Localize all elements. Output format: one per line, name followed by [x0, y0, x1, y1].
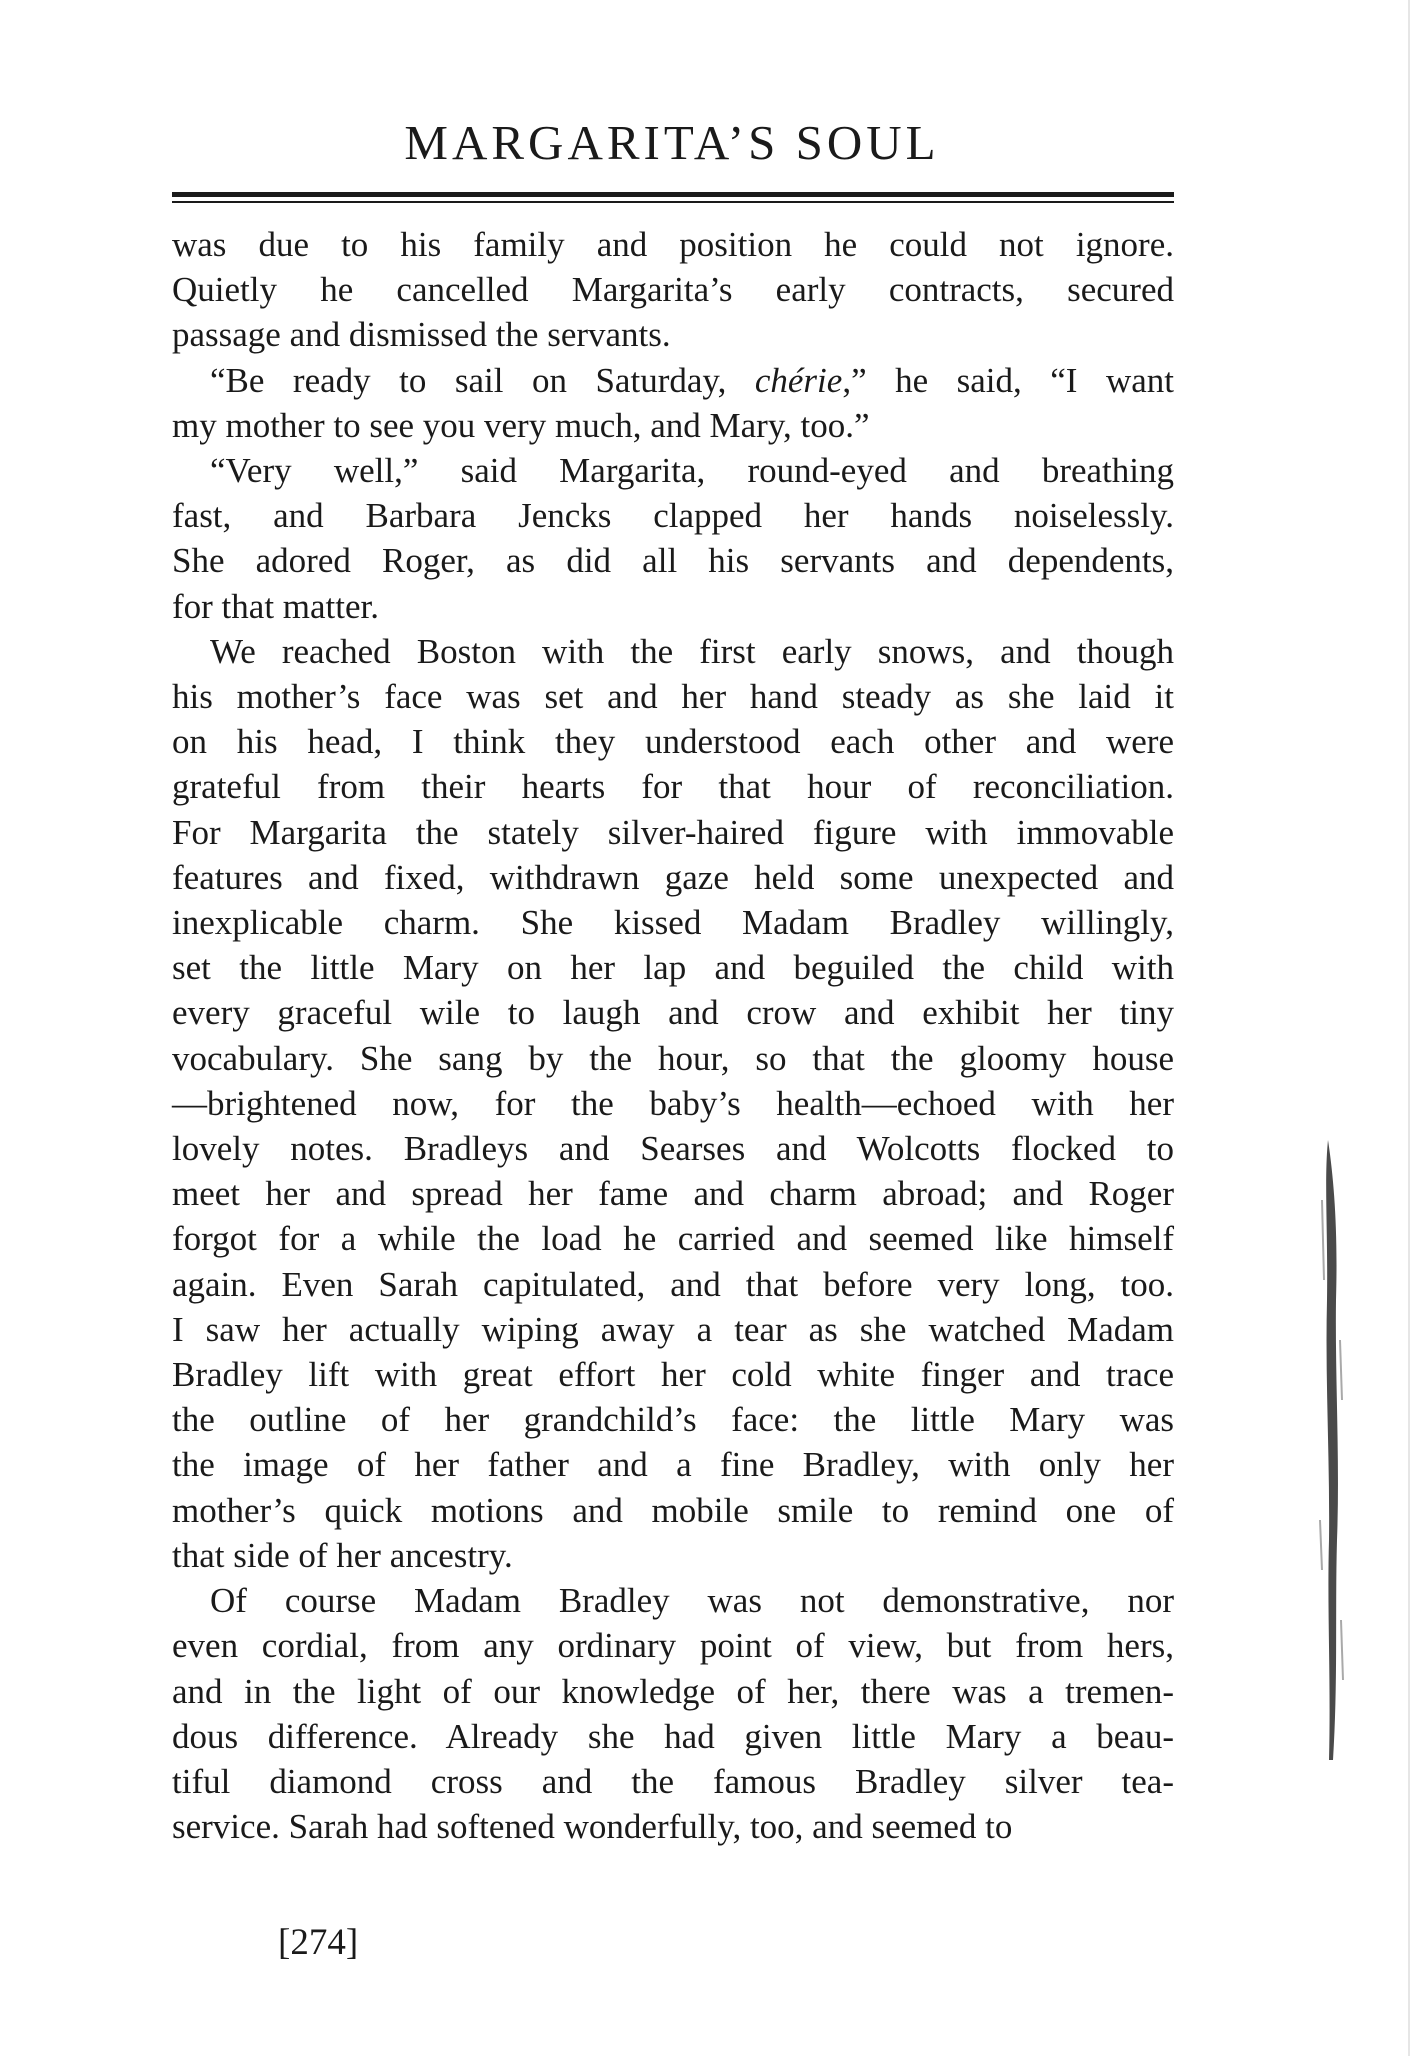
text-line: the outline of her grandchild’s face: the little Mary was [172, 1400, 1174, 1440]
text-line: I saw her actually wiping away a tear as she watched Madam [172, 1309, 1174, 1349]
body-text [172, 222, 1174, 1849]
text-line: even cordial, from any ordinary point of view, but from hers, [172, 1626, 1174, 1666]
text-line: for that matter. [172, 586, 380, 626]
text-line: again. Even Sarah capitulated, and that before very long, too. [172, 1264, 1174, 1304]
text-line: meet her and spread her fame and charm abroad; and Roger [172, 1174, 1174, 1214]
page-number: [274] [278, 1922, 359, 1963]
text-line: tiful diamond cross and the famous Bradley silver tea- [172, 1761, 1174, 1801]
text-line: vocabulary. She sang by the hour, so that the gloomy house [172, 1038, 1174, 1078]
paragraph [172, 448, 1174, 629]
text-line: on his head, I think they understood each other and were [172, 722, 1174, 762]
text-line: forgot for a while the load he carried and seemed like himself [172, 1219, 1174, 1259]
text-line: inexplicable charm. She kissed Madam Bradley willingly, [172, 903, 1174, 943]
text-line: Bradley lift with great effort her cold white finger and trace [172, 1355, 1174, 1395]
paragraph [172, 358, 1174, 448]
text-line: She adored Roger, as did all his servants and dependents, [172, 541, 1174, 581]
text-line: his mother’s face was set and her hand steady as she laid it [172, 677, 1174, 717]
text-line: my mother to see you very much, and Mary, too.” [172, 405, 870, 445]
text-line: Quietly he cancelled Margarita’s early contracts, secured [172, 270, 1174, 310]
scan-ink-smear [1318, 1140, 1344, 1760]
text-line: lovely notes. Bradleys and Searses and Wolcotts flocked to [172, 1129, 1174, 1169]
text-line: passage and dismissed the servants. [172, 315, 671, 355]
paragraph [172, 629, 1174, 1578]
text-line: was due to his family and position he could not ignore. [172, 225, 1174, 264]
paragraph [172, 222, 1174, 358]
paragraph [172, 1578, 1174, 1849]
text-line: service. Sarah had softened wonderfully, too, and seemed to [172, 1807, 1013, 1847]
text-line: Of course Madam Bradley was not demonstrative, nor [210, 1581, 1174, 1621]
text-line: “Be ready to sail on Saturday, chérie,” he said, “I want [210, 360, 1174, 400]
text-line: grateful from their hearts for that hour of reconciliation. [172, 767, 1174, 807]
page-edge-line [1408, 0, 1410, 2056]
header-rule-thin [172, 201, 1174, 203]
text-line: and in the light of our knowledge of her, there was a tremen- [172, 1671, 1174, 1711]
text-line: mother’s quick motions and mobile smile to remind one of [172, 1490, 1174, 1530]
text-line: “Very well,” said Margarita, round-eyed and breathing [210, 451, 1174, 491]
text-line: —brightened now, for the baby’s health—echoed with her [172, 1083, 1174, 1123]
text-line: fast, and Barbara Jencks clapped her hands noiselessly. [172, 496, 1174, 536]
running-title: MARGARITA’S SOUL [404, 115, 940, 170]
header-double-rule [172, 192, 1174, 206]
text-line: every graceful wile to laugh and crow and exhibit her tiny [172, 993, 1174, 1033]
text-line: set the little Mary on her lap and beguiled the child with [172, 948, 1174, 988]
text-line: We reached Boston with the first early snows, and though [210, 631, 1174, 671]
text-line: dous difference. Already she had given little Mary a beau- [172, 1716, 1174, 1756]
text-line: features and fixed, withdrawn gaze held some unexpected and [172, 857, 1174, 897]
text-line: For Margarita the stately silver-haired figure with immovable [172, 812, 1174, 852]
text-line: the image of her father and a fine Bradley, with only her [172, 1445, 1174, 1485]
text-line: that side of her ancestry. [172, 1535, 513, 1575]
header-rule-thick [172, 192, 1174, 197]
italic-word: chérie [754, 360, 843, 400]
